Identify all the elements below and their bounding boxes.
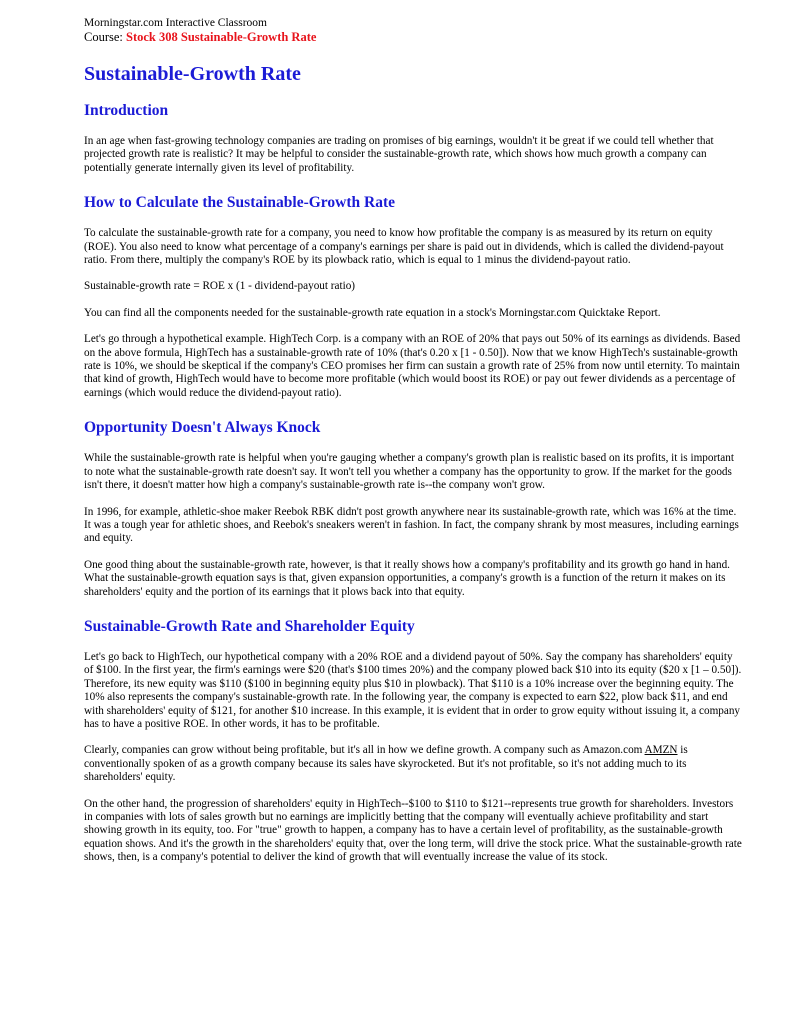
paragraph: You can find all the components needed for the sustainable-growth rate equation in a stock's Morningstar.com Quicktake Report.: [84, 306, 661, 319]
paragraph: [84, 744, 744, 784]
paragraph: One good thing about the sustainable-growth rate, however, is that it really shows how a company's profitability and its growth go hand in hand. What the sustainable-growth equation says is that, given expansion opportunities, a company's growth is a function of the return it makes on its shareholders' equity and the portion of its earnings that it plows back into that equity.: [84, 558, 730, 598]
document-page: [84, 16, 744, 865]
section-heading-shareholder-equity: Sustainable-Growth Rate and Shareholder Equity: [84, 617, 415, 635]
section-heading-how-to-calculate: How to Calculate the Sustainable-Growth Rate: [84, 194, 395, 212]
page-header: [84, 16, 744, 45]
course-label: Course:: [84, 30, 127, 44]
paragraph-text: is conventionally spoken of as a growth company because its sales have skyrocketed. But it's not profitable, so it's not adding much to its shareholders' equity.: [84, 744, 688, 784]
section-heading-introduction: Introduction: [84, 102, 169, 119]
course-name: Stock 308 Sustainable-Growth Rate: [126, 30, 317, 44]
formula: Sustainable-growth rate = ROE x (1 - dividend-payout ratio): [84, 280, 356, 293]
paragraph: On the other hand, the progression of shareholders' equity in HighTech--$100 to $110 to $121--represents true growth for shareholders. Investors in companies with lots of sales growth but no earnings are implicitly betting that the company will eventually achieve profitability and start showing growth in its equity, too. For "true" growth to happen, a company has to have a certain level of profitability, as the sustainable-growth equation shows. And it's the growth in the shareholders' equity that, over the long term, will drive the stock price. What the sustainable-growth rate shows, then, is a company's potential to deliver the kind of growth that will eventually increase the value of its stock.: [84, 797, 742, 864]
page-title: Sustainable-Growth Rate: [84, 63, 301, 85]
section-heading-opportunity: Opportunity Doesn't Always Knock: [84, 419, 321, 437]
course-line: [84, 30, 744, 45]
ticker-link-amzn[interactable]: AMZN: [644, 744, 678, 757]
site-name: Morningstar.com Interactive Classroom: [84, 17, 268, 29]
paragraph-text: Clearly, companies can grow without being profitable, but it's all in how we define growth. A company such as Amazon.com: [84, 744, 645, 757]
paragraph: To calculate the sustainable-growth rate for a company, you need to know how profitable the company is as measured by its return on equity (ROE). You also need to know what percentage of a company's earnings per share is paid out in dividends, which is called the dividend-payout ratio. From there, multiply the company's ROE by its plowback ratio, which is equal to 1 minus the dividend-payout ratio.: [84, 227, 724, 267]
paragraph: In an age when fast-growing technology companies are trading on promises of big earnings, wouldn't it be great if we could tell whether that projected growth rate is realistic? It may be helpful to consider the sustainable-growth rate, which shows how much growth a company can potentially generate internally given its level of profitability.: [84, 135, 714, 174]
paragraph: Let's go through a hypothetical example. HighTech Corp. is a company with an ROE of 20% that pays out 50% of its earnings as dividends. Based on the above formula, HighTech has a sustainable-growth rate of 10% (that's 0.20 x [1 - 0.50]). Now that we know HighTech's sustainable-growth rate is 10%, we should be skeptical if the company's CEO promises her firm can sustain a growth rate of 25% from now until eternity. To maintain that kind of growth, HighTech would have to become more profitable (which would boost its ROE) or pay out fewer dividends as a percentage of earnings (which would reduce the dividend-payout ratio).: [84, 333, 741, 399]
paragraph: In 1996, for example, athletic-shoe maker Reebok RBK didn't post growth anywhere near its sustainable-growth rate, which was 16% at the time. It was a tough year for athletic shoes, and Reebok's sneakers weren't in fashion. In fact, the company shrank by most measures, including earnings and equity.: [84, 505, 739, 545]
paragraph: Let's go back to HighTech, our hypothetical company with a 20% ROE and a dividend payout of 50%. Say the company has shareholders' equity of $100. In the first year, the firm's earnings were $20 (that's $100 times 20%) and the company plowed back $10 into its equity ($20 x [1 – 0.50]). Therefore, its new equity was $110 ($100 in beginning equity plus $10 in plowback). That $110 is a 10% increase over the beginning equity. The 10% also represents the company's sustainable-growth rate. In the following year, the company is expected to earn $22, plow back $11, and end with shareholders' equity of $121, for another $10 increase. In this example, it is evident that in order to grow equity without issuing it, a company has to have a positive ROE. In other words, it has to be profitable.: [84, 650, 742, 730]
paragraph: While the sustainable-growth rate is helpful when you're gauging whether a company's growth plan is realistic based on its profits, it is important to note what the sustainable-growth rate doesn't say. It won't tell you whether a company has the opportunity to grow. If the market for the goods isn't there, it doesn't matter how high a company's sustainable-growth rate is--the company won't grow.: [84, 452, 734, 492]
